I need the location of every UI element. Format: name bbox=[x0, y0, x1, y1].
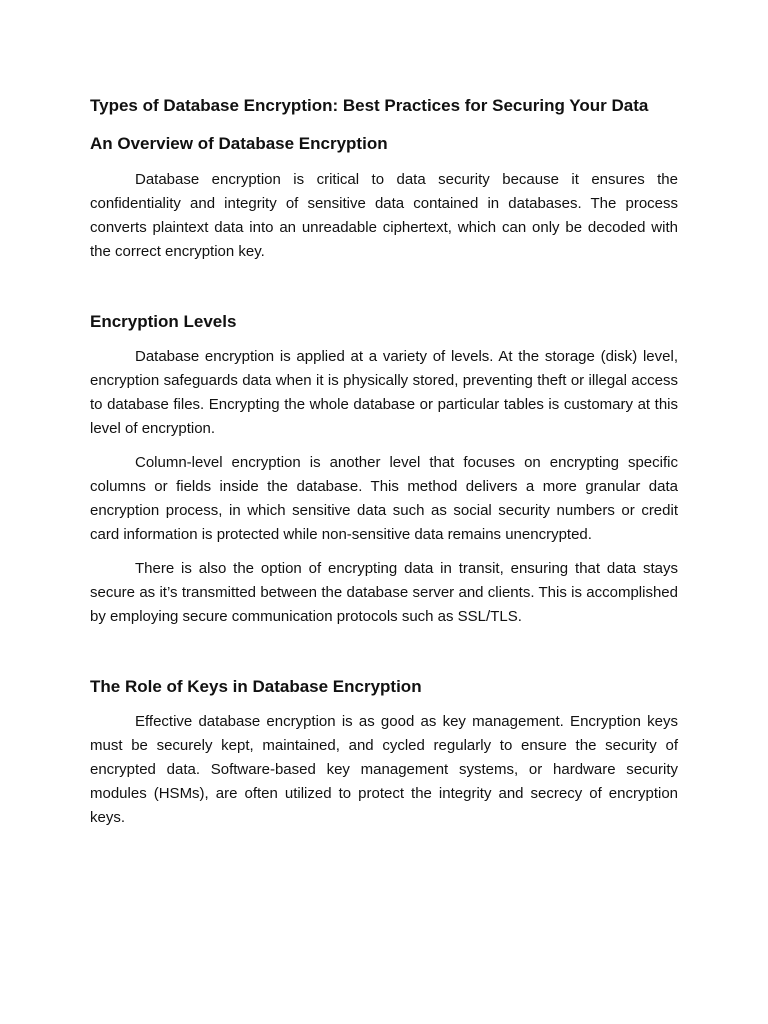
paragraph-column-level: Column-level encryption is another level that focuses on encrypting specific columns or fields inside the database. This method delivers a more granular data encryption process, in which sensitive data such as social security numbers or credit card information is protected while non-sensitive data remains unencrypted. bbox=[90, 454, 678, 543]
section-heading-encryption-levels: Encryption Levels bbox=[90, 312, 237, 331]
section-heading-role-of-keys: The Role of Keys in Database Encryption bbox=[90, 677, 422, 696]
paragraph-in-transit: There is also the option of encrypting data in transit, ensuring that data stays secure as it’s transmitted between the database server and clients. This is accomplished by employing secure communication protocols such as SSL/TLS. bbox=[90, 560, 678, 625]
document-title: Types of Database Encryption: Best Practices for Securing Your Data bbox=[90, 96, 649, 115]
section-heading-overview: An Overview of Database Encryption bbox=[90, 134, 388, 153]
paragraph-key-management: Effective database encryption is as good as key management. Encryption keys must be securely kept, maintained, and cycled regularly to ensure the security of encrypted data. Software-based key management systems, or hardware security modules (HSMs), are often utilized to protect the integrity and secrecy of encryption keys. bbox=[90, 713, 678, 826]
paragraph-overview: Database encryption is critical to data security because it ensures the confidentiality and integrity of sensitive data contained in databases. The process converts plaintext data into an unreadable ciphertext, which can only be decoded with the correct encryption key. bbox=[90, 171, 678, 260]
paragraph-storage-level: Database encryption is applied at a variety of levels. At the storage (disk) level, encryption safeguards data when it is physically stored, preventing theft or illegal access to database files. Encrypting the whole database or particular tables is customary at this level of encryption. bbox=[90, 348, 678, 437]
